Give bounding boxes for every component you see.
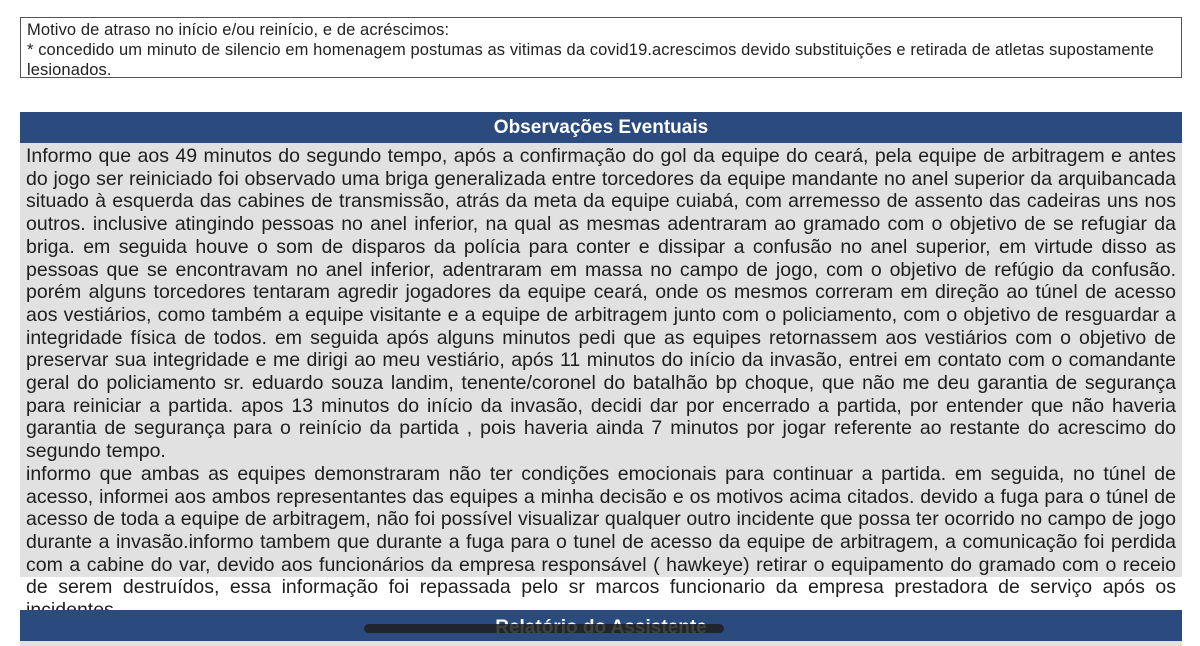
delay-reason-text: * concedido um minuto de silencio em homenagem postumas as vitimas da covid19.acrescimos devido substituições e retirada de atletas supostamente lesionados. bbox=[27, 41, 1154, 79]
observations-paragraph-2: informo que ambas as equipes demonstraram não ter condições emocionais para continuar a partida. em seguida, no túnel de acesso, informei aos ambos representantes das equipes a minha decisão e os motivos acima citados. devido a fuga para o túnel de acesso de toda a equipe de arbitragem, não foi possível visualizar qualquer outro incidente que possa ter ocorrido no campo de jogo durante a invasão.informo tambem que durante a fuga para o tunel de acesso da equipe de arbitragem, a comunicação foi perdida com a cabine do var, devido aos funcionários da empresa responsável ( hawkeye) retirar o equipamento do gramado com o receio de serem destruídos, essa informação foi repassada pelo sr marcos funcionario da empresa prestadora de serviço após os bbox=[26, 462, 1176, 599]
observations-paragraph-1: Informo que aos 49 minutos do segundo tempo, após a confirmação do gol da equipe do ceará, pela equipe de arbitragem e antes do jogo ser reiniciado foi observado uma briga generalizada entre torcedores da equipe mandante no anel superior da arquibancada situado à esquerda das cabines de transmissão, atrás da meta da equipe cuiabá, com arremesso de assento das cadeiras uns nos outros. inclusive atingindo pessoas no anel inferior, na qual as mesmas adentraram ao gramado com o objetivo de se refugiar da briga. em seguida houve o som de disparos da polícia para conter e dissipar a confusão no anel superior, em virtude disso as pessoas que se encontravam no anel inferior, adentraram em massa no campo de jogo, com o objetivo de refúgio da confusão. porém alguns torcedores tentaram agredir jogadores da equipe ceará, onde os mesmos correram em direção ao túnel de acesso aos vestiários, como também a equipe visitante e a equipe de arbitragem junto com o policiamento, com o objetivo de resguardar a integridade física de todos. em seguida após alguns minutos pedi que as equipes retornassem aos vestiários com o objetivo de preservar sua integridade e me dirigi ao meu vestiário, após 11 minutos do início da invasão, entrei em contato com o comandante geral do policiamento sr. eduardo souza landim, tenente/coronel do batalhão bp choque, que não me deu garantia de segurança para reiniciar a partida. apos 13 minutos do início da invasão, decidi dar por encerrado a partida, por entender que não haveria garantia de segurança para o reinício da partida , pois haveria ainda 7 minutos por jogar referente ao restante do acrescimo do segundo tempo. bbox=[26, 145, 1176, 463]
assistant-report-body bbox=[20, 641, 1182, 646]
delay-reason-title: Motivo de atraso no início e/ou reinício, e de acréscimos: bbox=[27, 21, 450, 39]
home-indicator-bar[interactable] bbox=[364, 624, 724, 633]
observations-header: Observações Eventuais bbox=[20, 112, 1182, 143]
observations-body bbox=[20, 143, 1182, 599]
delay-reason-box bbox=[20, 17, 1182, 78]
